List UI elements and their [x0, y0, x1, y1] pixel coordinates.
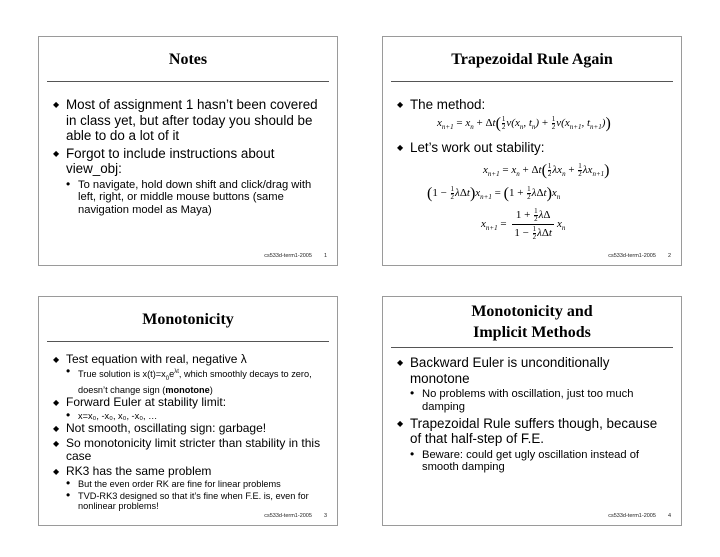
title-line: Monotonicity and — [471, 303, 593, 320]
equation-step-2: (1 − $\frac{1}{2}$ $\lambda\Delta t)x_{n+1} = (1$ + $\frac{1}{2}$ $\lambda\Delta t)x_n$ — [427, 184, 561, 202]
footer-course: cs533d-term1-2005 — [608, 253, 656, 259]
equation-method: $x_{n+1} = x_n + \Delta t$( $\frac{1}{2}$ $v(x_n$, $t_n$) + $\frac{1}{2}$ $v(x_{n+1}$, $t_{n+1}$)) — [437, 114, 611, 132]
title-rule — [391, 81, 673, 82]
bullet-list — [397, 140, 671, 158]
bullet-item: ◆ Most of assignment 1 hasn’t been covered in class yet, but after today you should be able to do a lot of it — [53, 97, 327, 144]
sub-bullet-item: • No problems with oscillation, just too much damping — [397, 388, 671, 414]
title-rule — [47, 81, 329, 82]
equation-step-1: $x_{n+1} = x_n + \Delta t$( $\frac{1}{2}$ $\lambda x_n$ + $\frac{1}{2}$ $\lambda x_{n+1}$) — [483, 161, 610, 179]
slide-3 — [38, 296, 338, 526]
bullet-item: ◆ Forward Euler at stability limit: — [53, 396, 327, 409]
slide-4 — [382, 296, 682, 526]
slide-title: Trapezoidal Rule Again — [451, 51, 613, 68]
sub-bullet-item: • Beware: could get ugly oscillation instead of smooth damping — [397, 449, 671, 475]
bullet-list — [53, 97, 327, 219]
sub-bullet-item: • But the even order RK are fine for linear problems — [53, 479, 327, 490]
page-number: 4 — [667, 513, 671, 519]
footer-course: cs533d-term1-2005 — [608, 513, 656, 519]
bullet-item: ◆ Trapezoidal Rule suffers though, because of that half-step of F.E. — [397, 416, 671, 447]
slide-footer — [264, 253, 327, 259]
bullet-item: ◆ The method: — [397, 97, 671, 113]
bullet-item: ◆ Backward Euler is unconditionally monotone — [397, 355, 671, 386]
sub-bullet-item: • True solution is $x(t)=x_0e^{\lambda t}$, which smoothly decays to zero, doesn’t change sign (monotone) — [53, 367, 327, 395]
slide-title — [383, 301, 681, 343]
sub-bullet-item: • x=x₀, -x₀, x₀, -x₀, … — [53, 411, 327, 422]
title-rule — [391, 347, 673, 348]
equation-step-3: $x_{n+1}$ = 1 + $\frac{1}{2}$ λΔ 1 − $\frac{1}{2}$ λΔt $x_n$ — [481, 207, 566, 241]
bullet-item: ◆ Test equation with real, negative λ — [53, 353, 327, 366]
bullet-item: ◆ Forgot to include instructions about view_obj: — [53, 146, 327, 177]
footer-course: cs533d-term1-2005 — [264, 253, 312, 259]
slide-footer — [608, 253, 671, 259]
footer-course: cs533d-term1-2005 — [264, 513, 312, 519]
bullet-list — [53, 353, 327, 513]
sub-bullet-item: • TVD-RK3 designed so that it’s fine when F.E. is, even for nonlinear problems! — [53, 491, 327, 512]
slide-title: Monotonicity — [142, 311, 234, 328]
bullet-item: ◆ RK3 has the same problem — [53, 465, 327, 478]
sub-bullet-item: • To navigate, hold down shift and click/drag with left, right, or middle mouse buttons (same navigation model as Maya) — [53, 179, 327, 217]
bullet-item: ◆ Let’s work out stability: — [397, 140, 671, 156]
bullet-item: ◆ So monotonicity limit stricter than stability in this case — [53, 437, 327, 464]
slide-1 — [38, 36, 338, 266]
slide-footer — [264, 513, 327, 519]
bullet-item: ◆ Not smooth, oscillating sign: garbage! — [53, 422, 327, 435]
slide-footer — [608, 513, 671, 519]
title-rule — [47, 341, 329, 342]
page-number: 1 — [323, 253, 327, 259]
bullet-list — [397, 355, 671, 476]
page-number: 3 — [323, 513, 327, 519]
slide-title: Notes — [168, 51, 208, 68]
page-number: 2 — [667, 253, 671, 259]
title-line: Implicit Methods — [473, 324, 591, 341]
bullet-list — [397, 97, 671, 115]
slide-2 — [382, 36, 682, 266]
